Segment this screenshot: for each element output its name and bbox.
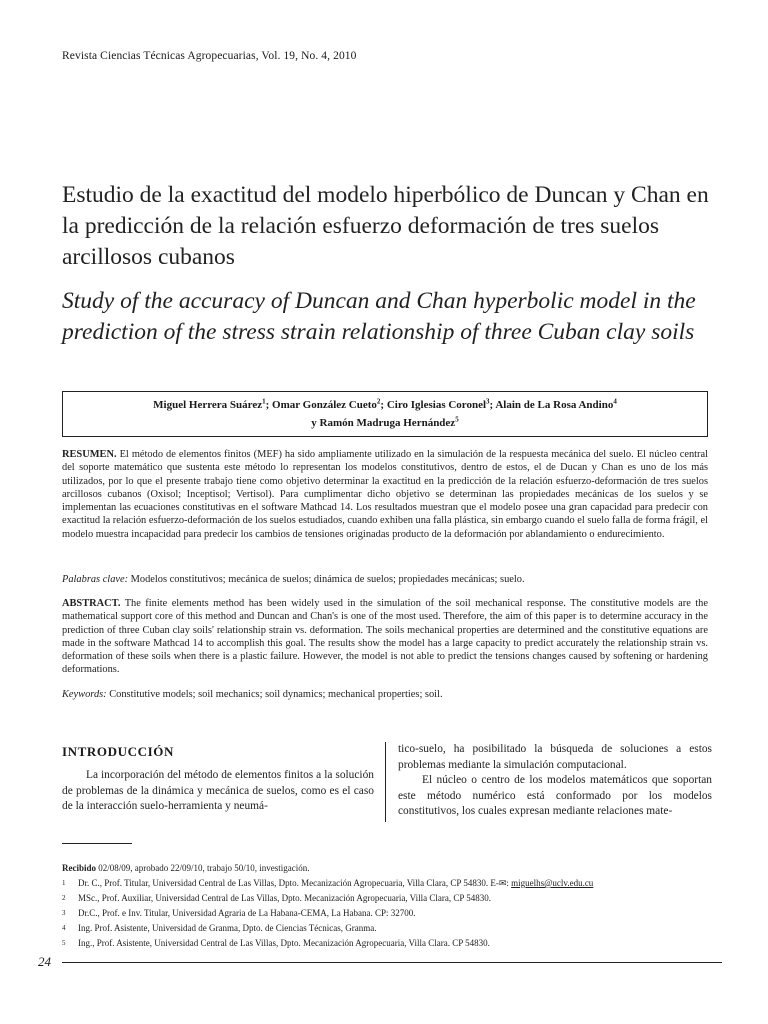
column-divider <box>385 742 386 822</box>
author-separator: ; <box>489 399 496 411</box>
footnote-1 <box>62 876 742 891</box>
author-separator: ; <box>265 399 273 411</box>
footnote-number: 5 <box>62 939 66 947</box>
author-3: Ciro Iglesias Coronel <box>386 399 487 411</box>
footnote-number: 1 <box>62 879 66 887</box>
keywords-paragraph <box>62 688 708 701</box>
author-5-affiliation: 5 <box>455 415 459 424</box>
received-text: 02/08/09, aprobado 22/09/10, trabajo 50/10, investigación. <box>96 863 310 873</box>
abstract-paragraph <box>62 597 708 677</box>
abstract-label: ABSTRACT. <box>62 598 121 609</box>
resumen-paragraph <box>62 448 708 541</box>
author-2-affiliation: 2 <box>376 397 381 406</box>
footnote-number: 4 <box>62 924 66 932</box>
authors-box <box>62 391 708 437</box>
footnote-rule <box>62 843 132 844</box>
footnote-number: 3 <box>62 909 66 917</box>
journal-header: Revista Ciencias Técnicas Agropecuarias, Vol. 19, No. 4, 2010 <box>62 50 357 62</box>
page-number: 24 <box>38 954 51 969</box>
received-note <box>62 861 742 876</box>
footnote-4 <box>62 921 742 936</box>
footnote-2 <box>62 891 742 906</box>
palabras-clave-label: Palabras clave: <box>62 574 129 585</box>
authors-list <box>153 396 617 432</box>
resumen-text: El método de elementos finitos (MEF) ha sido ampliamente utilizado en la simulación de la respuesta mecánica del suelo. El núcleo central del soporte matemático que sustenta este método lo representan los modelos constitutivos, dentro de estos, el de Ducan y Chan es uno de los más utilizados, por lo que el presente trabajo tiene como objetivo determinar la exactitud en la predicción de la relación esfuerzo-deformación de tres suelos arcillosos cubanos (Oxisol; Inceptisol; Vertisol). Para cumplimentar dicho objetivo se determinan las propiedades mecánicas de los suelos y se implementan las ecuaciones constitutivas en el software Mathcad 14. Los resultados muestran que el modelo posee una gran capacidad para predecir con exactitud la relación esfuerzo-deformación de los suelos estudiados, cuando exhiben una falla plástica, sin embargo cuando el suelo falla de forma frágil, el modelo muestra incapacidad para predecir los cambios de tensiones originadas producto de la deformación por ablandamiento o endurecimiento. <box>62 449 708 540</box>
intro-right-paragraph-2: El núcleo o centro de los modelos matemáticos que soportan este método numérico está conformado por los modelos constitutivos, los cuales expresan mediante relaciones mate- <box>398 774 712 818</box>
intro-heading: INTRODUCCIÓN <box>62 744 174 759</box>
title-english: Study of the accuracy of Duncan and Chan hyperbolic model in the prediction of the stress strain relationship of three Cuban clay soils <box>62 288 696 345</box>
intro-right-column <box>398 742 712 820</box>
author-2: Omar González Cueto <box>272 399 377 411</box>
author-1: Miguel Herrera Suárez <box>153 399 263 411</box>
received-label: Recibido <box>62 863 97 873</box>
author-separator: ; <box>380 399 387 411</box>
footnote-text: Dr.C., Prof. e Inv. Titular, Universidad Agraria de La Habana-CEMA, La Habana. CP: 32700. <box>78 908 416 918</box>
intro-left-column <box>62 744 374 815</box>
footnote-text: MSc., Prof. Auxiliar, Universidad Central de Las Villas, Dpto. Mecanización Agropecuaria, Villa Clara, CP 54830. <box>78 893 492 903</box>
footnotes <box>62 861 742 951</box>
author-1-affiliation: 1 <box>262 397 266 406</box>
footnote-number: 2 <box>62 894 66 902</box>
author-4: Alain de La Rosa Andino <box>495 399 614 411</box>
resumen-label: RESUMEN. <box>62 449 117 460</box>
intro-right-paragraph-1: tico-suelo, ha posibilitado la búsqueda de soluciones a estos problemas mediante la simulación computacional. <box>398 743 712 771</box>
keywords-text: Constitutive models; soil mechanics; soil dynamics; mechanical properties; soil. <box>106 689 443 700</box>
author-5: y Ramón Madruga Hernández <box>311 417 456 429</box>
footnote-5 <box>62 936 742 951</box>
palabras-clave-text: Modelos constitutivos; mecánica de suelos; dinámica de suelos; propiedades mecánicas; suelo. <box>128 574 525 585</box>
title-spanish: Estudio de la exactitud del modelo hiperbólico de Duncan y Chan en la predicción de la relación esfuerzo deformación de tres suelos arcillosos cubanos <box>62 182 709 270</box>
footnote-3 <box>62 906 742 921</box>
author-3-affiliation: 3 <box>486 397 490 406</box>
keywords-label: Keywords: <box>62 689 107 700</box>
palabras-clave-paragraph <box>62 573 708 586</box>
footnote-text: Ing. Prof. Asistente, Universidad de Granma, Dpto. de Ciencias Técnicas, Granma. <box>78 923 377 933</box>
author-4-affiliation: 4 <box>613 397 617 406</box>
author-email-link[interactable]: miguelhs@uclv.edu.cu <box>511 878 594 888</box>
footnote-text: Dr. C., Prof. Titular, Universidad Central de Las Villas, Dpto. Mecanización Agropecuaria, Villa Clara, CP 54830. E- <box>78 878 499 888</box>
abstract-text: The finite elements method has been widely used in the simulation of the soil mechanical response. The constitutive models are the mathematical support core of this method and Duncan and Chan's is one of the most used. Therefore, the aim of this paper is to determine accuracy in the prediction of three Cuban clay soils' relationship strain vs. deformation. The soils mechanical properties are determined and the constitutive equations are made in the software Mathcad 14 to accomplish this goal. The results show the model has a large capacity to predict accurately the relationship strain vs. deformation of these soils when there is a plastic failure. However, the model is not able to predict the tensions changes caused by softening or hardening deformations. <box>62 598 708 676</box>
footnote-text: Ing., Prof. Asistente, Universidad Central de Las Villas, Dpto. Mecanización Agropecuaria, Villa Clara. CP 54830. <box>78 938 490 948</box>
intro-left-paragraph: La incorporación del método de elementos finitos a la solución de problemas de la dinámica y mecánica de suelos, como es el caso de la interacción suelo-herramienta y neumá- <box>62 769 374 813</box>
page-bottom-rule <box>62 962 722 963</box>
mail-icon: ✉: <box>498 878 509 888</box>
